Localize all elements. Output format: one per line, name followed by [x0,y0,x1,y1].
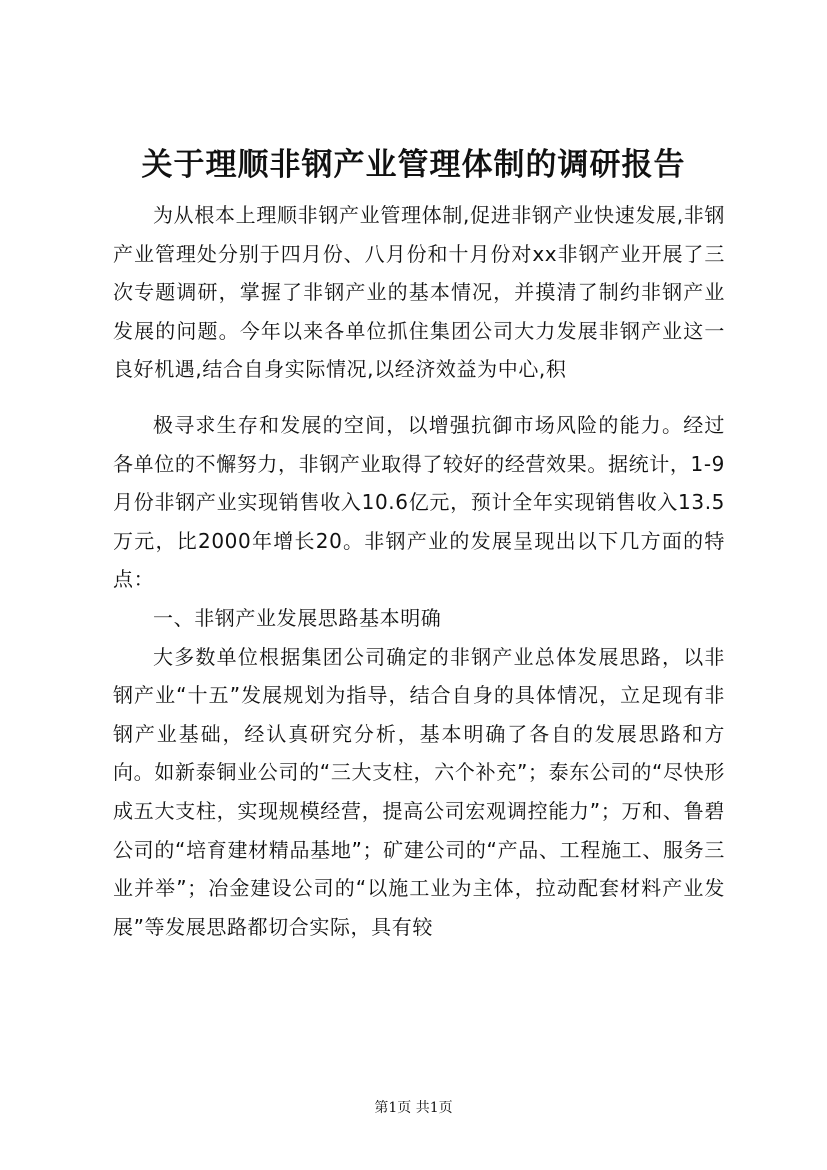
paragraph-intro: 为从根本上理顺非钢产业管理体制,促进非钢产业快速发展,非钢产业管理处分别于四月份、八月份和十月份对xx非钢产业开展了三次专题调研，掌握了非钢产业的基本情况，并摸清了制约非钢产业发展的问题。今年以来各单位抓住集团公司大力发展非钢产业这一良好机遇,结合自身实际情况,以经济效益为中心,积 [113,203,725,382]
document-title: 关于理顺非钢产业管理体制的调研报告 [141,147,686,183]
section-heading: 一、非钢产业发展思路基本明确 [153,605,442,630]
paragraph-development-ideas: 大多数单位根据集团公司确定的非钢产业总体发展思路，以非钢产业“十五”发展规划为指导，结合自身的具体情况，立足现有非钢产业基础，经认真研究分析，基本明确了各自的发展思路和方向。如新泰铜业公司的“三大支柱，六个补充”；泰东公司的“尽快形成五大支柱，实现规模经营，提高公司宏观调控能力”；万和、鲁碧公司的“培育建材精品基地”；矿建公司的“产品、工程施工、服务三业并举”；冶金建设公司的“以施工业为主体，拉动配套材料产业发展”等发展思路都切合实际，具有较 [113,644,725,939]
page-footer: 第1页 共1页 [374,1100,453,1116]
document-body [113,196,725,946]
paragraph-results: 极寻求生存和发展的空间，以增强抗御市场风险的能力。经过各单位的不懈努力，非钢产业取得了较好的经营效果。据统计，1-9月份非钢产业实现销售收入10.6亿元，预计全年实现销售收入13.5万元，比2000年增长20。非钢产业的发展呈现出以下几方面的特点： [113,412,725,592]
